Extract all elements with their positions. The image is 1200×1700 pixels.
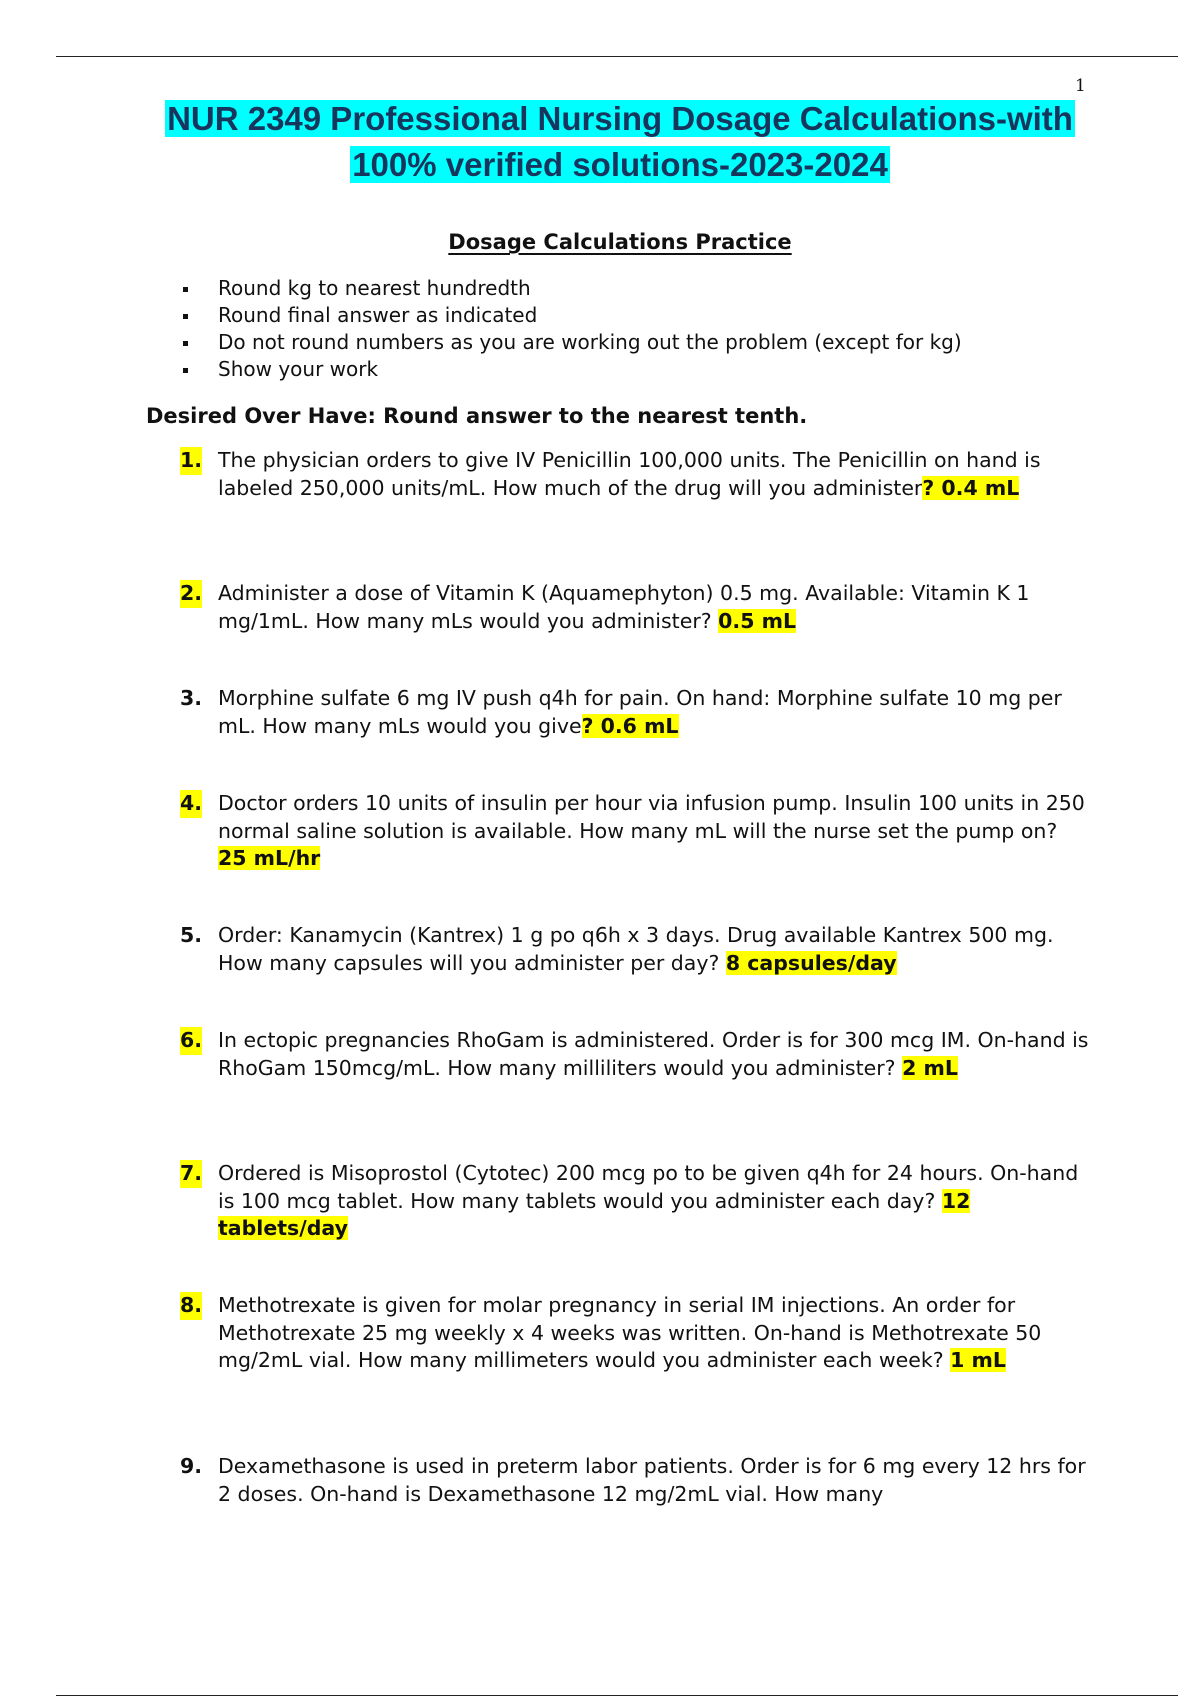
question-answer: 25 mL/hr [218,846,321,870]
question-4 [180,790,1090,873]
square-bullet-icon [183,341,188,346]
question-answer: 8 capsules/day [725,950,897,975]
question-number: 6. [180,1027,202,1055]
question-number: 2. [180,580,202,608]
rule-item [180,329,962,356]
question-number: 9. [180,1454,203,1478]
rule-text: Show your work [218,357,379,381]
question-2 [180,580,1090,635]
question-text: Dexamethasone is used in preterm labor patients. Order is for 6 mg every 12 hrs for 2 doses. On-hand is Dexamethasone 12 mg/2mL vial. How many [218,1454,1086,1506]
question-answer: 0.5 mL [718,608,797,633]
question-answer: 1 mL [950,1348,1006,1372]
question-3 [180,685,1090,740]
rule-text: Round final answer as indicated [218,303,538,327]
question-9 [180,1453,1090,1508]
question-number: 3. [180,686,203,710]
question-6 [180,1027,1090,1082]
title-line-1: NUR 2349 Professional Nursing Dosage Calculations-with [167,100,1073,137]
question-number: 7. [180,1160,202,1188]
rule-item [180,302,962,329]
question-text: The physician orders to give IV Penicillin 100,000 units. The Penicillin on hand is labeled 250,000 units/mL. How much of the drug will you administer [218,448,1041,500]
question-answer: 12 tablets/day [218,1188,971,1240]
question-answer: 2 mL [902,1055,958,1080]
question-text: Methotrexate is given for molar pregnancy in serial IM injections. An order for Methotrexate 25 mg weekly x 4 weeks was written. On-hand is Methotrexate 50 mg/2mL vial. How many millimeters would you administer each week? [218,1293,1042,1372]
section-title: Dosage Calculations Practice [448,230,792,254]
question-7 [180,1160,1090,1243]
question-1 [180,447,1090,502]
section-heading: Desired Over Have: Round answer to the nearest tenth. [146,404,808,428]
question-answer: ? 0.4 mL [922,475,1020,500]
footer-rule [56,1695,1178,1696]
rule-text: Do not round numbers as you are working out the problem (except for kg) [218,330,962,354]
question-5 [180,922,1090,977]
title-line-2: 100% verified solutions-2023-2024 [352,146,888,183]
question-text: Order: Kanamycin (Kantrex) 1 g po q6h x 3 days. Drug available Kantrex 500 mg. How many capsules will you administer per day? [218,923,1054,975]
question-number: 1. [180,447,202,475]
question-text: Administer a dose of Vitamin K (Aquamephyton) 0.5 mg. Available: Vitamin K 1 mg/1mL. How many mLs would you administer? [218,581,1030,633]
rules-list [180,275,962,383]
question-8 [180,1292,1090,1375]
question-text: Ordered is Misoprostol (Cytotec) 200 mcg po to be given q4h for 24 hours. On-hand is 100 mcg tablet. How many tablets would you administer each day? [218,1161,1079,1213]
header-rule [56,56,1178,57]
square-bullet-icon [183,368,188,373]
question-text: Morphine sulfate 6 mg IV push q4h for pain. On hand: Morphine sulfate 10 mg per mL. How many mLs would you give [218,686,1062,738]
question-number: 8. [180,1292,202,1320]
square-bullet-icon [183,287,188,292]
question-text: In ectopic pregnancies RhoGam is administered. Order is for 300 mcg IM. On-hand is RhoGam 150mcg/mL. How many milliliters would you administer? [218,1028,1089,1080]
rule-text: Round kg to nearest hundredth [218,276,531,300]
document-title [0,96,1200,188]
rule-item [180,356,962,383]
rule-item [180,275,962,302]
square-bullet-icon [183,314,188,319]
question-number: 4. [180,790,202,818]
question-text: Doctor orders 10 units of insulin per hour via infusion pump. Insulin 100 units in 250 normal saline solution is available. How many mL will the nurse set the pump on? [218,791,1085,843]
question-answer: ? 0.6 mL [581,713,679,738]
question-number: 5. [180,923,203,947]
page-number: 1 [1075,76,1086,96]
